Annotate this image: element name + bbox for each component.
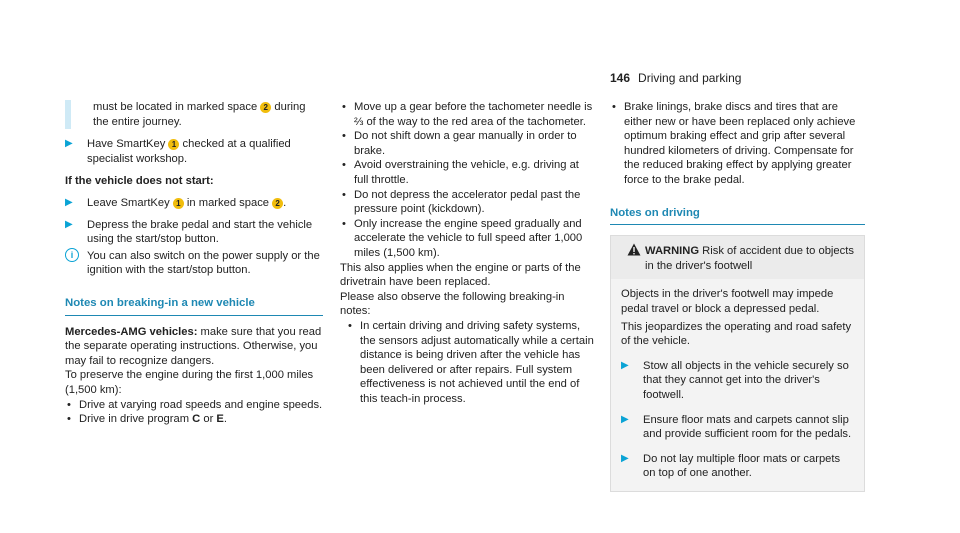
arrow-icon: ▶ xyxy=(621,359,629,371)
text: Depress the brake pedal and start the vehicle using the start/stop button. xyxy=(87,218,313,246)
list-item: • Do not depress the accelerator pedal past the pressure point (kickdown). xyxy=(340,188,595,217)
subheading: If the vehicle does not start: xyxy=(65,175,214,188)
instruction-step xyxy=(65,196,323,211)
marker-badge: 1 xyxy=(168,139,179,150)
warning-box xyxy=(610,235,865,492)
arrow-icon: ▶ xyxy=(621,413,629,425)
arrow-icon: ▶ xyxy=(65,218,73,230)
instruction-step xyxy=(621,359,854,403)
info-note xyxy=(65,249,323,278)
bullet-list xyxy=(610,100,865,188)
marker-badge: 2 xyxy=(272,198,283,209)
text: during the entire journey. xyxy=(93,101,306,128)
instruction-step xyxy=(65,218,323,247)
text: Drive in drive program xyxy=(79,413,193,426)
bold-text: C xyxy=(192,413,201,426)
arrow-icon: ▶ xyxy=(65,138,73,150)
text: make sure that you read the separate operating instructions. Otherwise, you may fail to recognize dangers. xyxy=(65,325,322,367)
bold-text: E xyxy=(216,413,224,426)
text: must be located in marked space xyxy=(93,101,261,113)
text-paragraph xyxy=(65,325,323,369)
page-number: 146 xyxy=(610,71,631,85)
section-heading: Notes on breaking-in a new vehicle xyxy=(65,296,323,316)
text-paragraph: Please also observe the following breaking-in notes: xyxy=(340,290,565,318)
text: You can also switch on the power supply or the ignition with the start/stop button. xyxy=(87,249,320,277)
bullet-list xyxy=(340,100,595,261)
column-1 xyxy=(65,100,323,427)
text: Stow all objects in the vehicle securely so that they cannot get into the driver's footwell. xyxy=(643,359,849,401)
text-paragraph: This jeopardizes the operating and road safety of the vehicle. xyxy=(621,320,852,348)
section-title: Driving and parking xyxy=(638,71,742,85)
text: or xyxy=(200,413,217,426)
marker-badge: 2 xyxy=(260,102,271,113)
list-item: • In certain driving and driving safety systems, the sensors adjust automatically while a certain distance is being driven after the vehicle has been delivered or after repairs. Full system effectiveness is not achieved until the end of this teach-in process. xyxy=(346,319,595,407)
list-item: • Brake linings, brake discs and tires that are either new or have been replaced only achieve optimum braking effect and grip after several hundred kilometers of driving. Compensate for the reduced braking effect by applying greater force to the brake pedal. xyxy=(610,100,865,188)
warning-triangle-icon xyxy=(627,243,641,261)
bold-text: Mercedes-AMG vehicles: xyxy=(65,325,198,338)
bullet-list xyxy=(65,398,323,427)
text-paragraph xyxy=(93,100,323,129)
text-paragraph: This also applies when the engine or parts of the drivetrain have been replaced. xyxy=(340,261,581,289)
list-item: • Drive at varying road speeds and engine speeds. xyxy=(65,398,323,413)
text: . xyxy=(283,196,287,209)
instruction-step xyxy=(621,452,854,481)
column-3 xyxy=(610,100,865,492)
page-header xyxy=(610,71,741,85)
text-paragraph: Objects in the driver's footwell may impede pedal travel or block a depressed pedal. xyxy=(621,288,834,315)
text: in marked space xyxy=(183,196,273,209)
warning-header xyxy=(611,236,864,279)
section-heading: Notes on driving xyxy=(610,206,865,226)
warning-title xyxy=(623,244,854,273)
warning-body xyxy=(611,279,864,491)
text: Leave SmartKey xyxy=(87,196,173,209)
arrow-icon: ▶ xyxy=(65,196,73,208)
list-item xyxy=(65,412,323,427)
text: Risk of accident due to objects in the driver's footwell xyxy=(645,245,854,272)
marker-badge: 1 xyxy=(173,198,184,209)
list-item: • Only increase the engine speed gradually and accelerate the vehicle to full speed after 1,000 miles (1,500 km). xyxy=(340,217,595,261)
text: Have SmartKey xyxy=(87,138,169,151)
arrow-icon: ▶ xyxy=(621,452,629,464)
text-paragraph: To preserve the engine during the first 1,000 miles (1,500 km): xyxy=(65,369,314,396)
text: Ensure floor mats and carpets cannot slip and provide sufficient room for the pedals. xyxy=(643,413,852,441)
text: Do not lay multiple floor mats or carpets on top of one another. xyxy=(643,452,841,480)
column-2 xyxy=(340,100,595,406)
list-item: • Move up a gear before the tachometer needle is ⅔ of the way to the red area of the tachometer. xyxy=(340,100,595,129)
continued-paragraph xyxy=(65,100,323,129)
list-item: • Avoid overstraining the vehicle, e.g. driving at full throttle. xyxy=(340,158,595,187)
instruction-step xyxy=(621,413,854,442)
list-item: • Do not shift down a gear manually in order to brake. xyxy=(340,129,595,158)
text: . xyxy=(223,413,227,426)
bullet-list xyxy=(346,319,595,407)
warning-label: WARNING xyxy=(645,245,700,258)
info-icon: i xyxy=(65,248,79,262)
instruction-step xyxy=(65,137,323,166)
text: checked at a qualified specialist workshop. xyxy=(87,138,291,165)
